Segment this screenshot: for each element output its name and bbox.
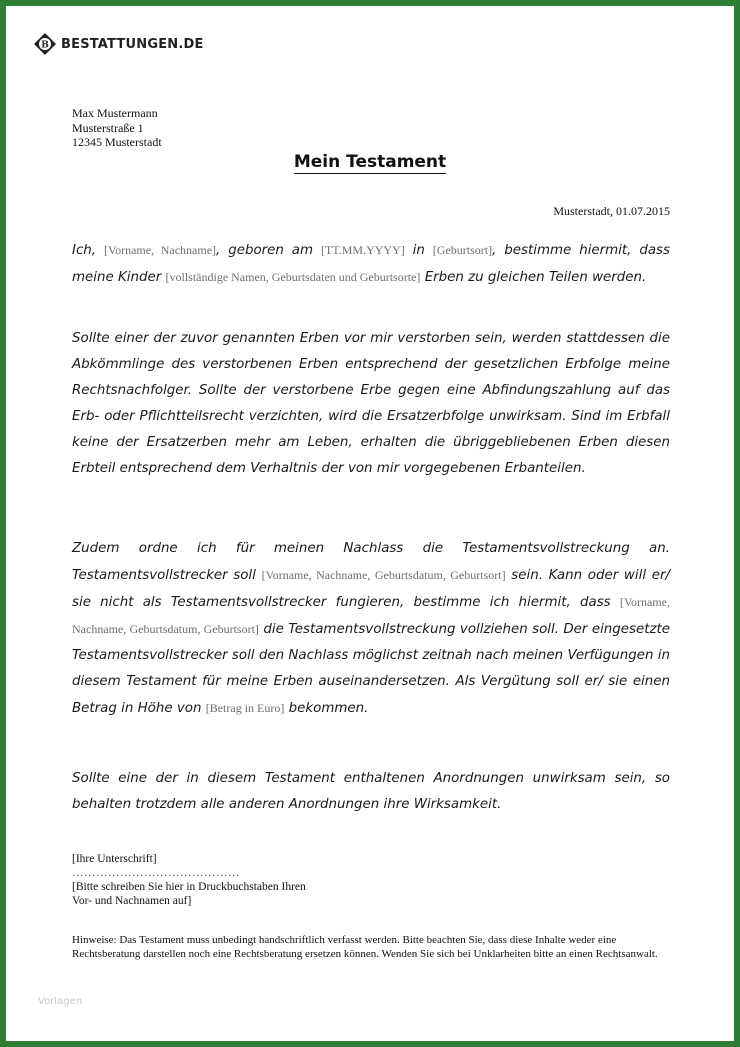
paragraph-severability: Sollte eine der in diesem Testament enthaltenen Anordnungen unwirksam sein, so behalten trotzdem alle anderen Anordnungen ihre Wirksamkeit. bbox=[72, 771, 670, 812]
placeholder-birthdate: [TT.MM.YYYY] bbox=[320, 243, 405, 257]
placeholder-children: [vollständige Namen, Geburtsdaten und Geburtsorte] bbox=[165, 270, 421, 284]
footer-watermark: Vorlagen bbox=[38, 996, 83, 1007]
placeholder-birthplace: [Geburtsort] bbox=[432, 243, 493, 257]
sender-address bbox=[72, 106, 162, 150]
placeholder-amount: [Betrag in Euro] bbox=[205, 701, 285, 715]
signature-instruction-1: [Bitte schreiben Sie hier in Druckbuchstaben Ihren bbox=[72, 881, 306, 893]
document-title: Mein Testament bbox=[293, 152, 447, 172]
legal-hint: Hinweise: Das Testament muss unbedingt handschriftlich verfasst werden. Bitte beachten Sie, dass diese Inhalte weder eine Rechtsberatung darstellen noch eine Rechtsberatung ersetzen können. Wenden Sie sich bei Unklarheiten bitte an einen Rechtsanwalt. bbox=[72, 934, 658, 960]
document-page bbox=[6, 6, 734, 1041]
sender-name: Max Mustermann bbox=[72, 106, 158, 120]
document-date: Musterstadt, 01.07.2015 bbox=[553, 204, 670, 218]
placeholder-substitute-executor: [Vorname, Nachname, Geburtsdatum, Geburtsort] bbox=[72, 595, 670, 636]
signature-line: …………………………………… bbox=[72, 867, 240, 879]
placeholder-name: [Vorname, Nachname] bbox=[103, 243, 217, 257]
logo-mark-icon bbox=[34, 33, 56, 55]
placeholder-executor: [Vorname, Nachname, Geburtsdatum, Geburtsort] bbox=[261, 568, 506, 582]
signature-block bbox=[72, 852, 306, 908]
brand-logo[interactable] bbox=[34, 28, 204, 60]
signature-label: [Ihre Unterschrift] bbox=[72, 853, 157, 865]
signature-instruction-2: Vor- und Nachnamen auf] bbox=[72, 895, 192, 907]
sender-street: Musterstraße 1 bbox=[72, 120, 144, 135]
brand-name: BESTATTUNGEN.DE bbox=[61, 36, 204, 52]
paragraph-substitute-heirs: Sollte einer der zuvor genannten Erben vor mir verstorben sein, werden stattdessen die Abkömmlinge des verstorbenen Erben entsprechend der gesetzlichen Erbfolge meine Rechtsnachfolger. Sollte der verstorbene Erbe gegen eine Abfindungszahlung auf das Erb- oder Pflichtteilsrecht verzichten, wird die Ersatzerbfolge unwirksam. Sind im Erbfall keine der Ersatzerben mehr am Leben, erhalten die übriggebliebenen Erben diesen Erbteil entsprechend dem Verhaltnis der von mir vorgegebenen Erbanteilen. bbox=[72, 331, 670, 476]
paragraph-heirs: Ich, [Vorname, Nachname], geboren am [TT.MM.YYYY] in [Geburtsort], bestimme hiermit, dass meine Kinder [vollständige Namen, Geburtsdaten und Geburtsorte] Erben zu gleichen Teilen werden. bbox=[72, 243, 671, 285]
sender-city: 12345 Musterstadt bbox=[72, 135, 162, 149]
paragraph-executor: Zudem ordne ich für meinen Nachlass die Testamentsvollstreckung an. Testamentsvollstrecker soll [Vorname, Nachname, Geburtsdatum, Geburtsort] sein. Kann oder will er/ sie nicht als Testamentsvollstrecker fungieren, bestimme ich hiermit, dass [Vorname, Nachname, Geburtsdatum, Geburtsort] die Testamentsvollstreckung vollziehen soll. Der eingesetzte Testamentsvollstrecker soll den Nachlass möglichst zeitnah nach meinen Verfügungen in diesem Testament für meine Erben auseinandersetzen. Als Vergütung soll er/ sie einen Betrag in Höhe von [Betrag in Euro] bekommen. bbox=[72, 541, 671, 716]
svg-text:B: B bbox=[41, 40, 49, 51]
